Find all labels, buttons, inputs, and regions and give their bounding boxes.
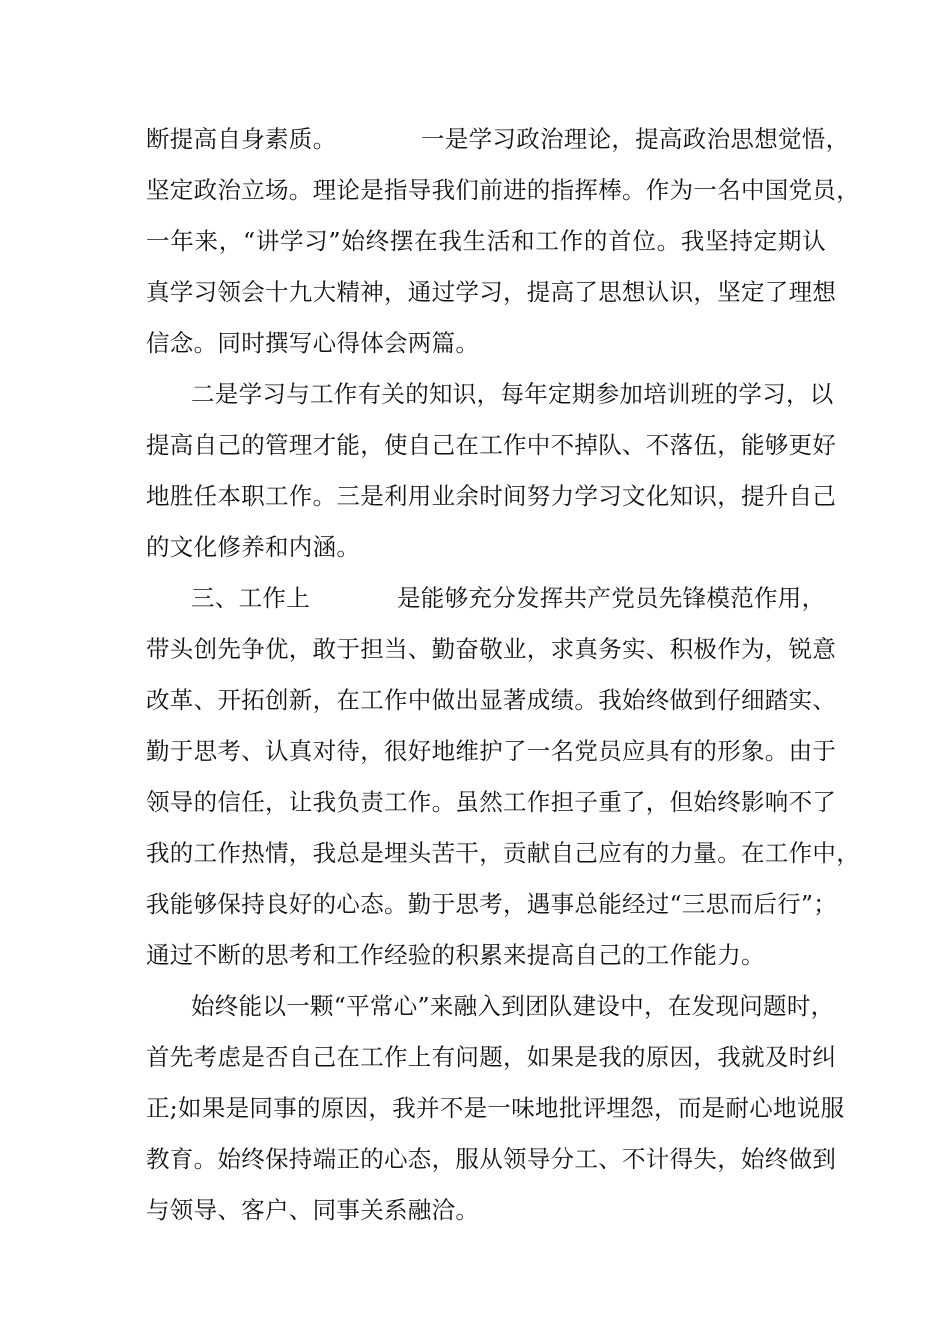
- text-line: 我能够保持良好的心态。勤于思考，遇事总能经过“三思而后行”；: [146, 890, 838, 918]
- text-line: 教育。始终保持端正的心态，服从领导分工、不计得失，始终做到: [146, 1145, 837, 1173]
- text-line: 始终能以一颗“平常心”来融入到团队建设中，在发现问题时，: [191, 992, 835, 1020]
- text-line: 信念。同时撰写心得体会两篇。: [146, 329, 480, 357]
- text-line: 我的工作热情，我总是埋头苦干，贡献自己应有的力量。在工作中，: [146, 839, 860, 867]
- text-line: 提高自己的管理才能，使自己在工作中不掉队、不落伍，能够更好: [146, 431, 837, 459]
- text-line: 真学习领会十九大精神，通过学习，提高了思想认识，坚定了理想: [146, 278, 837, 306]
- text-line: 勤于思考、认真对待，很好地维护了一名党员应具有的形象。由于: [146, 737, 837, 765]
- text-line: 通过不断的思考和工作经验的积累来提高自己的工作能力。: [146, 941, 765, 969]
- text-segment: 一是学习政治理论，提高政治思想觉悟，: [421, 125, 850, 153]
- text-line: 二是学习与工作有关的知识，每年定期参加培训班的学习，以: [191, 380, 834, 408]
- text-line: 的文化修养和内涵。: [146, 533, 361, 561]
- text-line: [146, 122, 850, 156]
- text-line: 一年来，“讲学习”始终摆在我生活和工作的首位。我坚持定期认: [146, 227, 826, 255]
- text-line: 正;如果是同事的原因，我并不是一味地批评埋怨，而是耐心地说服: [146, 1094, 845, 1122]
- text-line: 带头创先争优，敢于担当、勤奋敬业，求真务实、积极作为，锐意: [146, 635, 837, 663]
- section-heading: 三、工作上: [191, 584, 310, 612]
- text-line: 地胜任本职工作。三是利用业余时间努力学习文化知识，提升自己: [146, 482, 837, 510]
- text-segment: 是能够充分发挥共产党员先锋模范作用，: [397, 584, 826, 612]
- text-line: 坚定政治立场。理论是指导我们前进的指挥棒。作为一名中国党员，: [146, 176, 860, 204]
- text-line: [191, 581, 826, 615]
- text-line: 首先考虑是否自己在工作上有问题，如果是我的原因，我就及时纠: [146, 1043, 837, 1071]
- text-line: 改革、开拓创新，在工作中做出显著成绩。我始终做到仔细踏实、: [146, 686, 837, 714]
- text-segment: 断提高自身素质。: [146, 125, 337, 153]
- text-line: 与领导、客户、同事关系融洽。: [146, 1196, 480, 1224]
- text-line: 领导的信任，让我负责工作。虽然工作担子重了，但始终影响不了: [146, 788, 837, 816]
